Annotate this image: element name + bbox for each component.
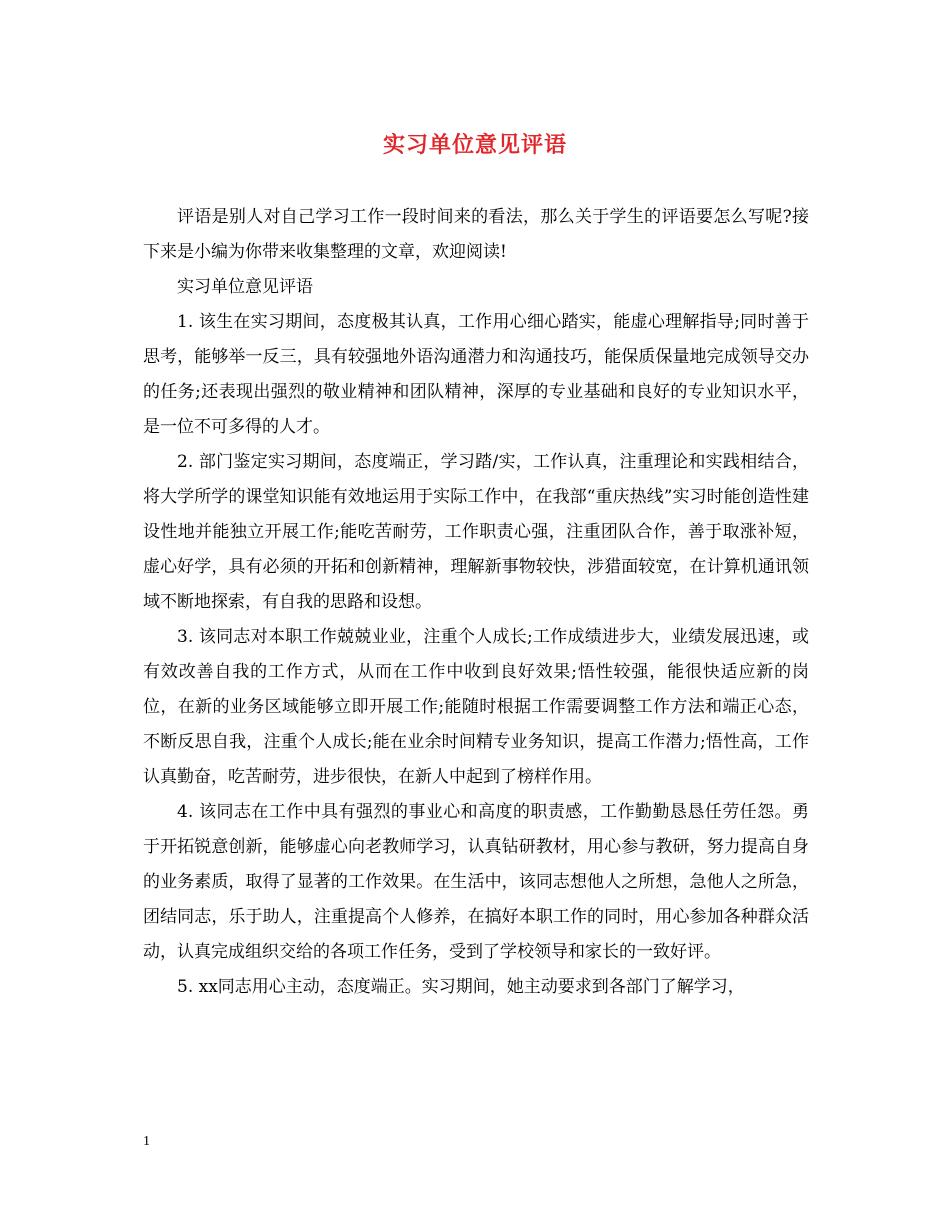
document-title: 实习单位意见评语	[382, 132, 567, 158]
section-heading: 实习单位意见评语	[177, 277, 313, 297]
comment-paragraph-3: 3. 该同志对本职工作兢兢业业，注重个人成长;工作成绩进步大，业绩发展迅速，或有效改善自我的工作方式，从而在工作中收到良好效果;悟性较强，能很快适应新的岗位，在新的业务区域能够立即开展工作;能随时根据工作需要调整工作方法和端正心态，不断反思自我，注重个人成长;能在业余时间精专业务知识，提高工作潜力;悟性高，工作认真勤奋，吃苦耐劳，进步很快，在新人中起到了榜样作用。	[143, 627, 809, 787]
comment-paragraph-4: 4. 该同志在工作中具有强烈的事业心和高度的职责感，工作勤勤恳恳任劳任怨。勇于开拓锐意创新，能够虚心向老教师学习，认真钻研教材，用心参与教研，努力提高自身的业务素质，取得了显著的工作效果。在生活中，该同志想他人之所想，急他人之所急，团结同志，乐于助人，注重提高个人修养，在搞好本职工作的同时，用心参加各种群众活动，认真完成组织交给的各项工作任务，受到了学校领导和家长的一致好评。	[143, 802, 809, 962]
page-number: 1	[143, 1134, 150, 1149]
comment-paragraph-5: 5. xx同志用心主动，态度端正。实习期间，她主动要求到各部门了解学习，	[177, 977, 745, 997]
comment-paragraph-1: 1. 该生在实习期间，态度极其认真，工作用心细心踏实，能虚心理解指导;同时善于思考，能够举一反三，具有较强地外语沟通潜力和沟通技巧，能保质保量地完成领导交办的任务;还表现出强烈的敬业精神和团队精神，深厚的专业基础和良好的专业知识水平，是一位不可多得的人才。	[143, 312, 809, 437]
comment-paragraph-2: 2. 部门鉴定实习期间，态度端正，学习踏/实，工作认真，注重理论和实践相结合，将大学所学的课堂知识能有效地运用于实际工作中，在我部“重庆热线”实习时能创造性建设性地并能独立开展工作;能吃苦耐劳，工作职责心强，注重团队合作，善于取涨补短，虚心好学，具有必须的开拓和创新精神，理解新事物较快，涉猎面较宽，在计算机通讯领域不断地探索，有自我的思路和设想。	[143, 452, 809, 612]
document-body	[143, 200, 809, 1005]
intro-paragraph: 评语是别人对自己学习工作一段时间来的看法，那么关于学生的评语要怎么写呢?接下来是小编为你带来收集整理的文章，欢迎阅读!	[143, 207, 809, 262]
